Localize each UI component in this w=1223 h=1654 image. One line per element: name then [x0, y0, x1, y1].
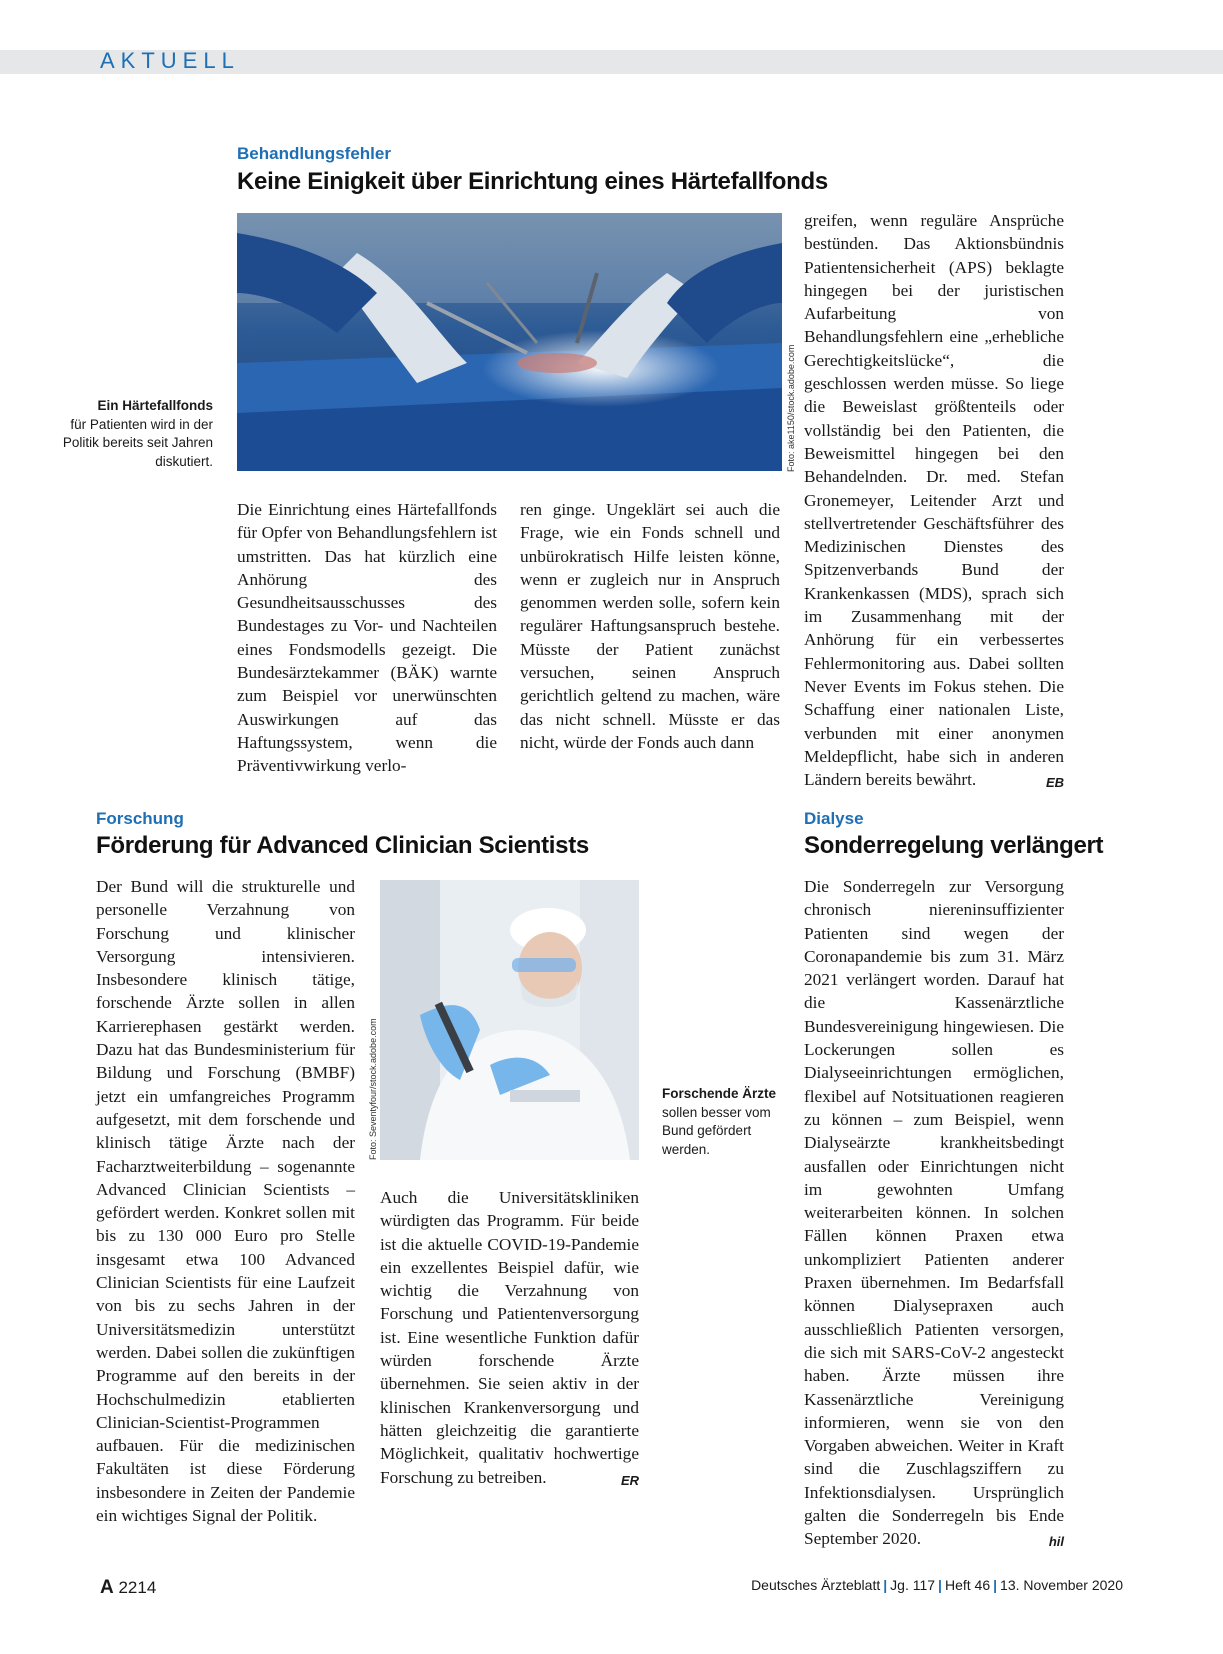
- caption-text: sollen besser vom Bund gefördert werden.: [662, 1104, 771, 1157]
- article2-caption: [662, 1085, 782, 1159]
- journal-volume: Jg. 117: [890, 1577, 936, 1593]
- article3-kicker: Dialyse: [804, 809, 864, 828]
- article1-kicker: Behandlungsfehler: [237, 144, 391, 163]
- article-text: Die Einrichtung eines Härtefallfonds für Opfer von Behandlungsfehlern ist umstritten. Das hat kürzlich eine Anhörung des Gesundheitsausschusses des Bundestages zu Vor- und Nachteilen eines Fondsmodells gezeigt. Die Bundesärztekammer (BÄK) warnte zum Beispiel vor unerwünschten Auswirkungen auf das Haftungssystem, wenn die Präventivwirkung verlo-: [237, 500, 497, 776]
- article-text: ren ginge. Ungeklärt sei auch die Frage, wie ein Fonds schnell und unbürokratisch Hilfe leisten könne, wenn er zugleich nur in Anspruch genommen werden solle, sofern kein regulärer Haftungsanspruch bestehe. Müsste der Patient zunächst versuchen, seinen Anspruch gerichtlich geltend zu machen, wäre das nicht schnell. Müsste er das nicht, würde der Fonds auch dann: [520, 500, 780, 752]
- article1-caption: [60, 397, 213, 471]
- article1-headline: Keine Einigkeit über Einrichtung eines Härtefallfonds: [237, 168, 828, 195]
- article-text-body: Auch die Universitätskliniken würdigten das Programm. Für beide ist die aktuelle COVID-19-Pandemie ein exzellentes Beispiel dafür, wie wichtig die Verzahnung von Forschung und Patientenversorgung ist. Eine wesentliche Funktion dafür würden forschende Ärzte übernehmen. Sie seien aktiv in der klinischen Krankenversorgung und hätten gleichzeitig die garantierte Möglichkeit, qualitativ hochwertige Forschung zu betreiben.: [380, 1188, 639, 1487]
- article-text: [380, 1186, 639, 1489]
- article-text: [804, 875, 1064, 1551]
- page-prefix: A: [100, 1577, 114, 1598]
- journal-info: [751, 1577, 1123, 1593]
- article1-column-3: [804, 209, 1064, 794]
- journal-issue: Heft 46: [944, 1577, 991, 1593]
- article2-column-2: [380, 1186, 639, 1492]
- author-signature: EB: [1045, 775, 1064, 791]
- article2-kicker: Forschung: [96, 809, 184, 828]
- article-text-body: Die Sonderregeln zur Versorgung chronisch niereninsuffizienter Patienten sind wegen der Coronapandemie bis zum 31. März 2021 verlängert worden. Darauf hat die Kassenärztliche Bundesvereinigung hingewiesen. Die Lockerungen sollen es Dialyseeinrichtungen ermöglichen, flexibel auf Notsituationen reagieren zu können – zum Beispiel, wenn Dialyseärzte krankheitsbedingt ausfallen oder Einrichtungen nicht im gewohnten Umfang weiterarbeiten können. In solchen Fällen können Praxen etwa unkompliziert Patienten anderer Praxen übernehmen. Im Bedarfsfall können Dialysepraxen auch ausschließlich Patienten versorgen, die sich mit SARS-CoV-2 angesteckt haben. Ärzte müssen ihre Kassenärztliche Vereinigung informieren, wenn sie von den Vorgaben abweichen. Weiter in Kraft sind die Zuschlagsziffern zu Infektionsdialysen. Ursprünglich galten die Sonderregeln bis Ende September 2020.: [804, 877, 1064, 1549]
- article1-column-1: [237, 498, 497, 778]
- page-number: [100, 1577, 156, 1599]
- surgery-photo: [237, 213, 782, 471]
- separator: |: [938, 1577, 942, 1593]
- photo-credit: Foto: ake1150/stock.adobe.com: [786, 344, 796, 472]
- author-signature: ER: [620, 1472, 639, 1488]
- article1-column-2: [520, 498, 780, 754]
- author-signature: hil: [1048, 1534, 1064, 1550]
- caption-text: für Patienten wird in der Politik bereits seit Jahren diskutiert.: [62, 416, 213, 469]
- article2-headline: Förderung für Advanced Clinician Scientists: [96, 832, 589, 859]
- article3-column-1: [804, 875, 1064, 1554]
- caption-bold: Forschende Ärzte: [662, 1086, 777, 1101]
- lab-photo: [380, 880, 639, 1160]
- article3-headline: Sonderregelung verlängert: [804, 832, 1104, 859]
- separator: |: [883, 1577, 888, 1593]
- journal-date: 13. November 2020: [1000, 1577, 1123, 1593]
- section-label: AKTUELL: [100, 48, 240, 73]
- journal-name: Deutsches Ärzteblatt: [751, 1577, 881, 1593]
- separator: |: [993, 1577, 998, 1593]
- page-number-value: 2214: [118, 1578, 157, 1597]
- photo-credit: Foto: Seventyfour/stock.adobe.com: [368, 1018, 378, 1160]
- caption-bold: Ein Härtefallfonds: [97, 398, 213, 413]
- article-text: [804, 209, 1064, 791]
- article-text: Der Bund will die strukturelle und personelle Verzahnung von Forschung und klinischer Versorgung intensivieren. Insbesondere klinisch tätige, forschende Ärzte sollen in allen Karrierephasen gestärkt werden. Dazu hat das Bundesministerium für Bildung und Forschung (BMBF) jetzt ein umfangreiches Programm aufgesetzt, mit dem forschende und klinisch tätige Ärzte nach der Facharztweiterbildung – sogenannte Advanced Clinician Scientists – gefördert werden. Konkret sollen mit bis zu 130 000 Euro pro Stelle insgesamt etwa 100 Advanced Clinician Scientists für eine Laufzeit von bis zu sechs Jahren in der Universitätsmedizin unterstützt werden. Dabei sollen die zukünftigen Programme auf den bereits in der Hochschulmedizin etablierten Clinician-Scientist-Programmen aufbauen. Für die medizinischen Fakultäten ist diese Förderung insbesondere in Zeiten der Pandemie ein wichtiges Signal der Politik.: [96, 877, 355, 1526]
- article2-column-1: [96, 875, 355, 1527]
- article-text-body: greifen, wenn reguläre Ansprüche bestünden. Das Aktionsbündnis Patientensicherheit (APS) beklagte hingegen bei der juristischen Aufarbeitung von Behandlungsfehlern eine „erhebliche Gerechtigkeitslücke“, die geschlossen werden müsse. So liege die Beweislast größtenteils oder vollständig bei den Patienten, die Beweismittel hingegen bei den Behandelnden. Dr. med. Stefan Gronemeyer, Leitender Arzt und stellvertretender Geschäftsführer des Medizinischen Dienstes des Spitzenverbands Bund der Krankenkassen (MDS), sprach sich im Zusammenhang mit der Anhörung für ein verbessertes Fehlermonitoring aus. Dabei sollten Never Events im Fokus stehen. Die Schaffung einer nationalen Liste, verbunden mit einer anonymen Meldepflicht, habe sich in anderen Ländern bereits bewährt.: [804, 211, 1064, 790]
